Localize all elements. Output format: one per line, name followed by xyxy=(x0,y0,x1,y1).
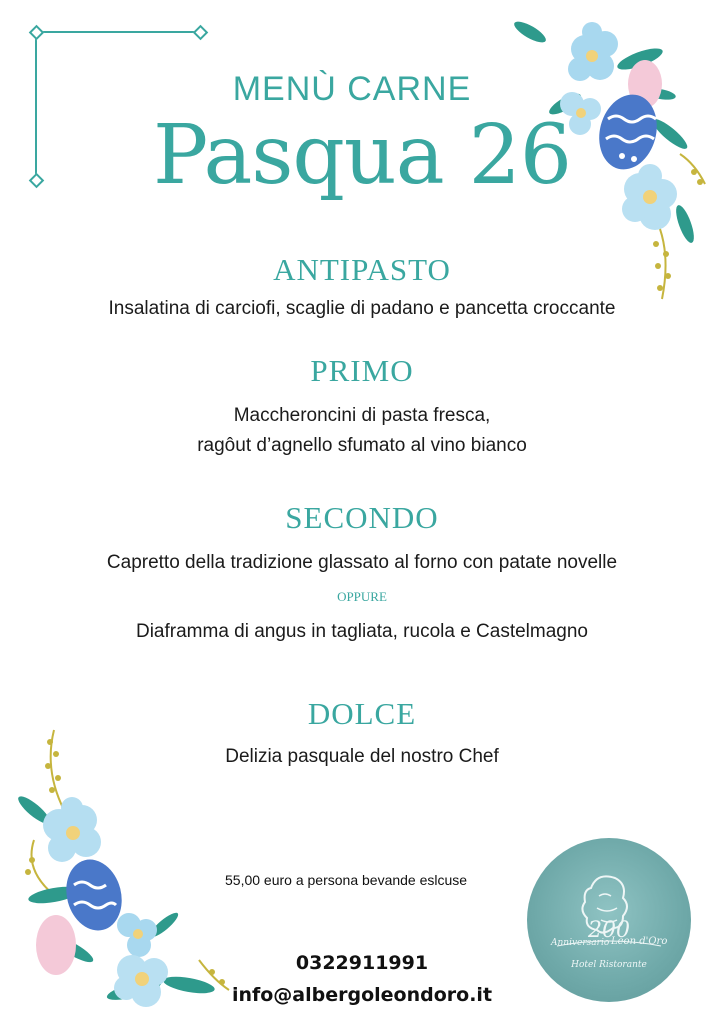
easter-flowers-bottom-left-icon xyxy=(14,720,244,1020)
secondo-heading: SECONDO xyxy=(285,500,439,535)
primo-heading: PRIMO xyxy=(310,353,414,388)
hotel-logo-seal xyxy=(527,838,691,1002)
secondo-dish-1: Capretto della tradizione glassato al forno con patate novelle xyxy=(106,552,618,573)
dolce-heading: DOLCE xyxy=(307,696,417,731)
seal-subtitle: Hotel Ristorante xyxy=(571,960,647,970)
brand-name: Leon d'Oro xyxy=(611,936,668,947)
price-info: 55,00 euro a persona bevande eslcuse xyxy=(225,872,468,888)
oppure-separator: OPPURE xyxy=(337,589,387,604)
anniversary-label: Anniversario xyxy=(551,938,610,948)
phone-number[interactable]: 0322911991 xyxy=(295,952,429,974)
primo-dish-line2: ragôut d’agnello sfumato al vino bianco xyxy=(197,435,527,456)
page-title: Pasqua 26 xyxy=(152,108,572,203)
antipasto-heading: ANTIPASTO xyxy=(273,252,451,287)
email-address[interactable]: info@albergoleondoro.it xyxy=(231,984,493,1006)
anniversary-number: 200 xyxy=(588,918,630,943)
menu-subtitle: MENÙ CARNE xyxy=(232,70,472,108)
dolce-dish: Delizia pasquale del nostro Chef xyxy=(225,746,499,767)
antipasto-dish: Insalatina di carciofi, scaglie di padano e pancetta croccante xyxy=(108,298,616,319)
secondo-dish-2: Diaframma di angus in tagliata, rucola e Castelmagno xyxy=(135,621,588,642)
primo-dish-line1: Maccheroncini di pasta fresca, xyxy=(233,405,491,426)
